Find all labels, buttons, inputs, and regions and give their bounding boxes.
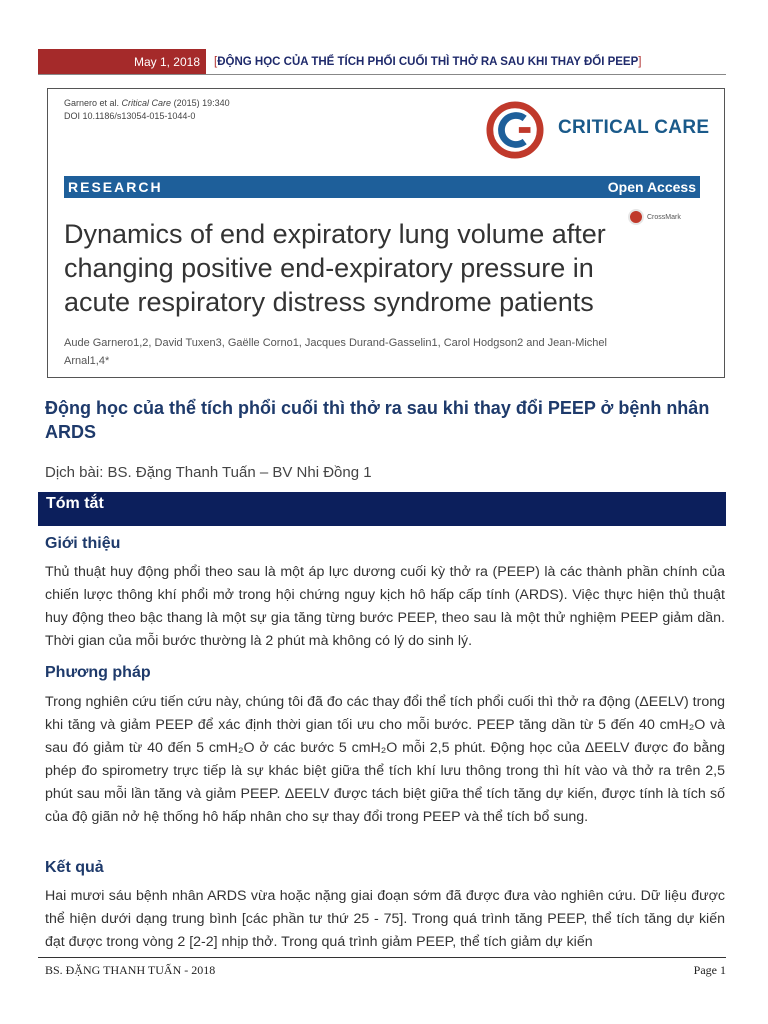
article-header-image — [47, 88, 725, 378]
section-label: RESEARCH — [68, 179, 163, 195]
citation-authors: Garnero et al. — [64, 98, 120, 108]
intro-paragraph: Thủ thuật huy động phổi theo sau là một áp lực dương cuối kỳ thở ra (PEEP) là các thành phần chính của chiến lược thông khí phổi mở trong hội chứng nguy kịch hô hấp cấp tính (ARDS). Việc thực hiện thủ thuật huy động theo bậc thang là một sự gia tăng từng bước PEEP, theo sau là một thử nghiệm PEEP giảm dần. Thời gian của mỗi bước thường là 2 phút mà không có lý do sinh lý. — [45, 564, 725, 649]
method-heading: Phương pháp — [45, 664, 151, 681]
header-date: May 1, 2018 — [38, 49, 206, 74]
translator-line: Dịch bài: BS. Đặng Thanh Tuấn – BV Nhi Đồng 1 — [45, 464, 372, 481]
header-title — [214, 49, 641, 74]
summary-heading: Tóm tắt — [46, 495, 104, 512]
header-divider — [38, 74, 726, 75]
method-paragraph: Trong nghiên cứu tiến cứu này, chúng tôi đã đo các thay đổi thể tích phổi cuối thì thở ra động (ΔEELV) trong khi tăng và giảm PEEP để xác định thời gian tối ưu cho mỗi bước. PEEP tăng dần từ 5 đến 40 cmH₂O và sau đó giảm từ 40 đến 5 cmH₂O ở các bước 5 cmH₂O mỗi 2,5 phút. Động học của ΔEELV được đo bằng phép đo spirometry trực tiếp là sự khác biệt giữa thể tích khí lưu thông trong thì hít vào và thở ra trên 2,5 phút sau mỗi lần tăng và giảm PEEP. ΔEELV được tách biệt giữa thể tích tăng dự kiến, được tính là tích số của độ giãn nở hệ thống hô hấp nhân cho sự thay đổi trong PEEP và thể tích bổ sung. — [45, 694, 725, 825]
research-bar — [64, 176, 700, 198]
open-access-label: Open Access — [607, 179, 696, 195]
citation-doi: DOI 10.1186/s13054-015-1044-0 — [64, 111, 196, 121]
citation-journal: Critical Care — [121, 98, 172, 108]
journal-name: CRITICAL CARE — [558, 117, 710, 138]
result-paragraph: Hai mươi sáu bệnh nhân ARDS vừa hoặc nặng giai đoạn sớm đã được đưa vào nghiên cứu. Dữ liệu được thể hiện dưới dạng trung bình [các phần tư thứ 25 - 75]. Trong quá trình tăng PEEP, thể tích tăng dự kiến đạt được trong vòng 2 [2-2] nhịp thở. Trong quá trình giảm PEEP, thể tích giảm dự kiến — [45, 888, 725, 950]
summary-section-bar — [38, 492, 726, 526]
bracket-close: ] — [638, 55, 642, 68]
vietnamese-title: Động học của thể tích phổi cuối thì thở ra sau khi thay đổi PEEP ở bệnh nhân ARDS — [45, 398, 710, 442]
citation-year: (2015) 19:340 — [173, 98, 230, 108]
article-title: Dynamics of end expiratory lung volume after changing positive end-expiratory pressure in acute respiratory distress syndrome patients — [64, 219, 606, 317]
page-number: Page 1 — [693, 963, 726, 977]
citation — [64, 97, 230, 123]
result-heading: Kết quả — [45, 859, 104, 876]
footer-divider — [38, 957, 726, 958]
critical-care-logo-icon — [486, 101, 544, 159]
article-authors: Aude Garnero1,2, David Tuxen3, Gaëlle Corno1, Jacques Durand-Gasselin1, Carol Hodgson2 and Jean-Michel Arnal1,4* — [64, 337, 607, 367]
header-title-text: ĐỘNG HỌC CỦA THỂ TÍCH PHỔI CUỐI THÌ THỞ RA SAU KHI THAY ĐỔI PEEP — [217, 55, 639, 68]
intro-heading: Giới thiệu — [45, 535, 121, 552]
crossmark-label: CrossMark — [647, 213, 681, 221]
footer-author: BS. ĐẶNG THANH TUẤN - 2018 — [45, 963, 216, 977]
bracket-open: [ — [214, 55, 218, 68]
